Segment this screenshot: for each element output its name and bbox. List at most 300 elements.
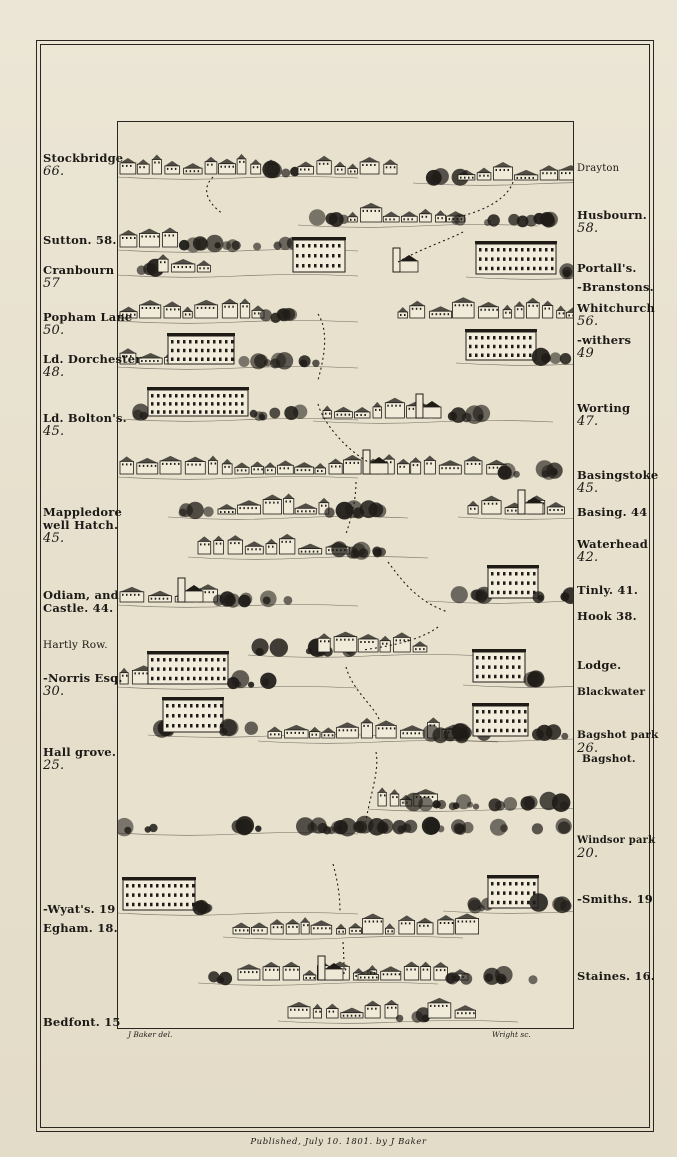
mansion-window <box>545 248 548 252</box>
window <box>306 1009 308 1011</box>
window <box>143 166 145 168</box>
mansion-window <box>183 349 186 353</box>
mansion-window <box>487 345 490 349</box>
mansion-window <box>482 729 485 733</box>
mansion-window <box>505 345 508 349</box>
cottage <box>337 727 359 738</box>
cottage <box>465 461 482 474</box>
window <box>475 463 477 465</box>
mansion-window <box>144 893 147 897</box>
window <box>228 511 230 513</box>
mansion-window <box>511 336 514 340</box>
mansion-window <box>126 884 129 888</box>
mansion-window <box>157 658 160 662</box>
mansion-roof <box>147 387 249 390</box>
mansion-window <box>172 714 175 718</box>
mansion-window <box>302 254 305 258</box>
tree-clump <box>200 907 208 915</box>
cottage <box>286 924 299 934</box>
mansion-window <box>509 891 512 895</box>
window <box>329 927 331 929</box>
cottage <box>417 923 433 934</box>
mansion-window <box>219 340 222 344</box>
mansion-window <box>189 340 192 344</box>
window <box>273 969 275 971</box>
window <box>225 166 227 168</box>
window <box>496 309 498 311</box>
tree-clump <box>377 548 386 557</box>
cottage <box>381 971 401 980</box>
window <box>297 469 299 471</box>
window <box>366 164 368 166</box>
window <box>178 266 180 268</box>
mansion-window <box>523 345 526 349</box>
mansion <box>473 652 525 682</box>
window <box>378 727 380 729</box>
mansion-window <box>497 882 500 886</box>
mansion-window <box>494 729 497 733</box>
tree-clump <box>277 309 289 321</box>
tree-clump <box>236 816 255 835</box>
window <box>351 1015 353 1017</box>
window <box>126 165 128 167</box>
window <box>448 922 450 924</box>
window <box>401 922 403 924</box>
window <box>480 309 482 311</box>
window <box>194 170 196 172</box>
mansion-window <box>509 267 512 271</box>
window <box>325 413 327 415</box>
window <box>309 469 311 471</box>
cottage <box>385 1005 398 1018</box>
cottage <box>559 170 573 180</box>
window <box>320 640 322 642</box>
window <box>139 465 141 467</box>
window <box>195 464 197 466</box>
label-odiam: Odiam, and <box>43 588 119 602</box>
mansion-window <box>533 581 536 585</box>
label-lodge: Lodge. <box>577 658 622 672</box>
window <box>142 307 144 309</box>
window <box>342 931 344 933</box>
window <box>554 172 556 174</box>
mansion-window <box>231 340 234 344</box>
mansion-window <box>524 710 527 714</box>
window <box>199 267 201 269</box>
mansion-window <box>229 402 232 406</box>
credit-delineator: J Baker del. <box>128 1030 173 1039</box>
window <box>423 969 425 971</box>
mansion-window <box>213 358 216 362</box>
window <box>458 921 460 923</box>
window <box>174 266 176 268</box>
mansion-window <box>171 358 174 362</box>
window <box>239 161 241 163</box>
window <box>203 267 205 269</box>
mansion-window <box>229 410 232 414</box>
window <box>155 598 157 600</box>
window <box>468 177 470 179</box>
mansion-window <box>505 354 508 358</box>
window <box>466 921 468 923</box>
label-popham-lane: Popham Lane 50. <box>43 310 133 338</box>
mansion-window <box>497 581 500 585</box>
mansion-window <box>190 704 193 708</box>
cottage <box>266 544 277 554</box>
window <box>134 237 136 239</box>
mansion-roof <box>465 329 537 332</box>
window <box>170 463 172 465</box>
window <box>457 467 459 469</box>
mansion-window <box>515 882 518 886</box>
mansion-window <box>491 882 494 886</box>
cottage <box>397 464 409 474</box>
mansion-window <box>314 264 317 268</box>
window <box>426 463 428 465</box>
window <box>509 312 511 314</box>
mansion-window <box>503 581 506 585</box>
cottage <box>214 541 224 554</box>
window <box>380 794 382 796</box>
window <box>370 164 372 166</box>
mansion-window <box>491 581 494 585</box>
mansion-window <box>225 340 228 344</box>
mansion-window <box>138 893 141 897</box>
cottage <box>195 305 218 318</box>
mansion-window <box>475 354 478 358</box>
mansion-window <box>177 358 180 362</box>
window <box>404 314 406 316</box>
label-drayton: Drayton <box>577 163 620 174</box>
window <box>329 1011 331 1013</box>
window <box>471 463 473 465</box>
mansion-window <box>219 358 222 362</box>
mansion-window <box>223 677 226 681</box>
mansion-window <box>515 257 518 261</box>
label-staines: Staines. 16. <box>577 969 656 983</box>
tree-clump <box>256 648 264 656</box>
church-nave <box>185 591 203 602</box>
window <box>211 164 213 166</box>
mansion-window <box>208 724 211 728</box>
window <box>167 598 169 600</box>
window <box>379 409 381 411</box>
window <box>441 467 443 469</box>
window <box>449 218 451 220</box>
mansion-window <box>217 677 220 681</box>
tree-clump <box>318 823 328 833</box>
window <box>154 162 156 164</box>
cottage <box>263 967 280 980</box>
mansion-window <box>186 884 189 888</box>
window <box>197 307 199 309</box>
window <box>211 463 213 465</box>
mansion-window <box>332 244 335 248</box>
window <box>297 510 299 512</box>
window <box>444 313 446 315</box>
mansion-window <box>506 675 509 679</box>
window <box>354 171 356 173</box>
window <box>423 648 425 650</box>
window <box>175 168 177 170</box>
window <box>346 462 348 464</box>
mansion-window <box>235 410 238 414</box>
mansion-window <box>308 254 311 258</box>
window <box>460 177 462 179</box>
mansion-window <box>517 336 520 340</box>
mansion-window <box>529 345 532 349</box>
window <box>149 236 151 238</box>
window <box>142 672 144 674</box>
window <box>452 922 454 924</box>
window <box>386 727 388 729</box>
road-strip-map <box>117 121 574 1029</box>
window <box>411 218 413 220</box>
mansion-window <box>175 677 178 681</box>
mansion-window <box>181 677 184 681</box>
mansion-window <box>314 244 317 248</box>
tree-clump <box>523 672 539 688</box>
window <box>309 551 311 553</box>
label-castle: Castle. 44. <box>43 601 114 615</box>
window <box>392 796 394 798</box>
window <box>332 734 334 736</box>
mansion-window <box>169 402 172 406</box>
mansion-window <box>213 340 216 344</box>
tree-clump <box>147 263 158 274</box>
mansion-window <box>494 710 497 714</box>
mansion-window <box>151 677 154 681</box>
mansion-window <box>181 402 184 406</box>
mansion-window <box>308 244 311 248</box>
window <box>569 172 571 174</box>
window <box>403 732 405 734</box>
label-bedfont: Bedfont. 15 <box>43 1015 121 1029</box>
window <box>244 971 246 973</box>
cottage <box>152 160 161 175</box>
mansion-window <box>168 903 171 907</box>
window <box>157 360 159 362</box>
window <box>375 210 377 212</box>
mansion-window <box>499 336 502 340</box>
mansion-roof <box>487 875 539 878</box>
window <box>367 210 369 212</box>
mansion-window <box>207 349 210 353</box>
window <box>290 501 292 503</box>
mansion-window <box>497 572 500 576</box>
window <box>281 541 283 543</box>
mansion-window <box>186 903 189 907</box>
window <box>410 969 412 971</box>
mansion-window <box>509 882 512 886</box>
tree-clump <box>542 470 549 477</box>
mansion-window <box>163 667 166 671</box>
window <box>309 510 311 512</box>
mansion-window <box>162 903 165 907</box>
window <box>304 169 306 171</box>
mansion-window <box>505 336 508 340</box>
window <box>489 467 491 469</box>
window <box>387 1007 389 1009</box>
window <box>321 505 323 507</box>
window <box>269 502 271 504</box>
mansion-window <box>207 340 210 344</box>
window <box>301 469 303 471</box>
window <box>126 675 128 677</box>
label-hook: Hook 38. <box>577 609 637 623</box>
window <box>143 465 145 467</box>
label-withers: -withers 49 <box>577 333 632 361</box>
tree-clump <box>456 794 471 809</box>
window <box>488 309 490 311</box>
window <box>384 794 386 796</box>
window <box>364 977 366 979</box>
label-husbourn: Husbourn. 58. <box>577 208 647 236</box>
mansion-window <box>220 714 223 718</box>
mansion-window <box>184 704 187 708</box>
window <box>297 969 299 971</box>
window <box>305 469 307 471</box>
cottage <box>478 307 498 318</box>
window <box>287 732 289 734</box>
window <box>350 219 352 221</box>
mansion-window <box>157 394 160 398</box>
window <box>430 1005 432 1007</box>
window <box>420 308 422 310</box>
window <box>273 502 275 504</box>
tree-clump <box>546 724 561 739</box>
mansion-window <box>196 704 199 708</box>
tree-clump <box>396 1015 403 1022</box>
window <box>126 237 128 239</box>
mansion-window <box>163 658 166 662</box>
window <box>321 470 323 472</box>
mansion-window <box>190 724 193 728</box>
church-tower <box>416 394 423 418</box>
window <box>307 924 309 926</box>
label-egham: Egham. 18. <box>43 921 118 935</box>
mansion-window <box>174 893 177 897</box>
cottage <box>358 639 378 652</box>
mansion-window <box>523 336 526 340</box>
tree-clump <box>217 976 225 984</box>
mansion-window <box>491 591 494 595</box>
mansion-window <box>156 903 159 907</box>
window <box>191 464 193 466</box>
window <box>153 236 155 238</box>
tree-clump <box>483 968 500 985</box>
cottage <box>219 164 236 174</box>
mansion-window <box>521 901 524 905</box>
mansion-window <box>196 714 199 718</box>
window <box>289 541 291 543</box>
mansion-window <box>193 677 196 681</box>
window <box>247 507 249 509</box>
window <box>216 543 218 545</box>
cottage <box>120 592 144 602</box>
mansion-window <box>503 572 506 576</box>
label-norris: -Norris Esq. 30. <box>43 671 123 699</box>
mansion-window <box>509 572 512 576</box>
window <box>122 463 124 465</box>
window <box>208 543 210 545</box>
window <box>328 640 330 642</box>
mansion-window <box>151 410 154 414</box>
mansion-window <box>205 677 208 681</box>
mansion-window <box>211 410 214 414</box>
window <box>368 641 370 643</box>
mansion-window <box>223 658 226 662</box>
window <box>145 236 147 238</box>
window <box>257 929 259 931</box>
cottage <box>164 306 180 318</box>
window <box>199 464 201 466</box>
window <box>141 236 143 238</box>
window <box>355 930 357 932</box>
cottage <box>439 465 461 474</box>
mansion-window <box>302 264 305 268</box>
window <box>209 307 211 309</box>
window <box>461 1012 463 1014</box>
mansion-window <box>491 267 494 271</box>
label-bagshot: Bagshot. <box>582 753 636 765</box>
window <box>253 929 255 931</box>
mansion-window <box>545 257 548 261</box>
window <box>239 929 241 931</box>
mansion-window <box>539 248 542 252</box>
window <box>545 308 547 310</box>
tree-clump <box>220 591 235 606</box>
cottage <box>365 1006 380 1018</box>
window <box>299 732 301 734</box>
window <box>407 732 409 734</box>
window <box>409 408 411 410</box>
mansion-window <box>515 901 518 905</box>
mansion-window <box>126 893 129 897</box>
window <box>348 639 350 641</box>
window <box>382 643 384 645</box>
cottage <box>183 312 192 319</box>
window <box>379 210 381 212</box>
cottage <box>384 164 397 174</box>
mansion-window <box>326 254 329 258</box>
window <box>310 977 312 979</box>
window <box>437 217 439 219</box>
window <box>248 971 250 973</box>
cottage <box>238 969 260 980</box>
mansion-window <box>338 264 341 268</box>
window <box>339 466 341 468</box>
mansion-window <box>497 257 500 261</box>
window <box>412 308 414 310</box>
mansion-window <box>521 572 524 576</box>
mansion-window <box>217 667 220 671</box>
cottage <box>468 506 478 514</box>
mansion-window <box>192 884 195 888</box>
mansion-window <box>163 677 166 681</box>
tree-clump <box>293 405 307 419</box>
tree-clump <box>368 818 386 836</box>
label-waterhead: Waterhead 42. <box>577 537 649 565</box>
window <box>277 926 279 928</box>
window <box>496 169 498 171</box>
mansion-window <box>320 244 323 248</box>
mansion-window <box>138 884 141 888</box>
cottage <box>271 924 283 934</box>
cottage <box>251 164 261 174</box>
window <box>130 463 132 465</box>
mansion-window <box>193 667 196 671</box>
